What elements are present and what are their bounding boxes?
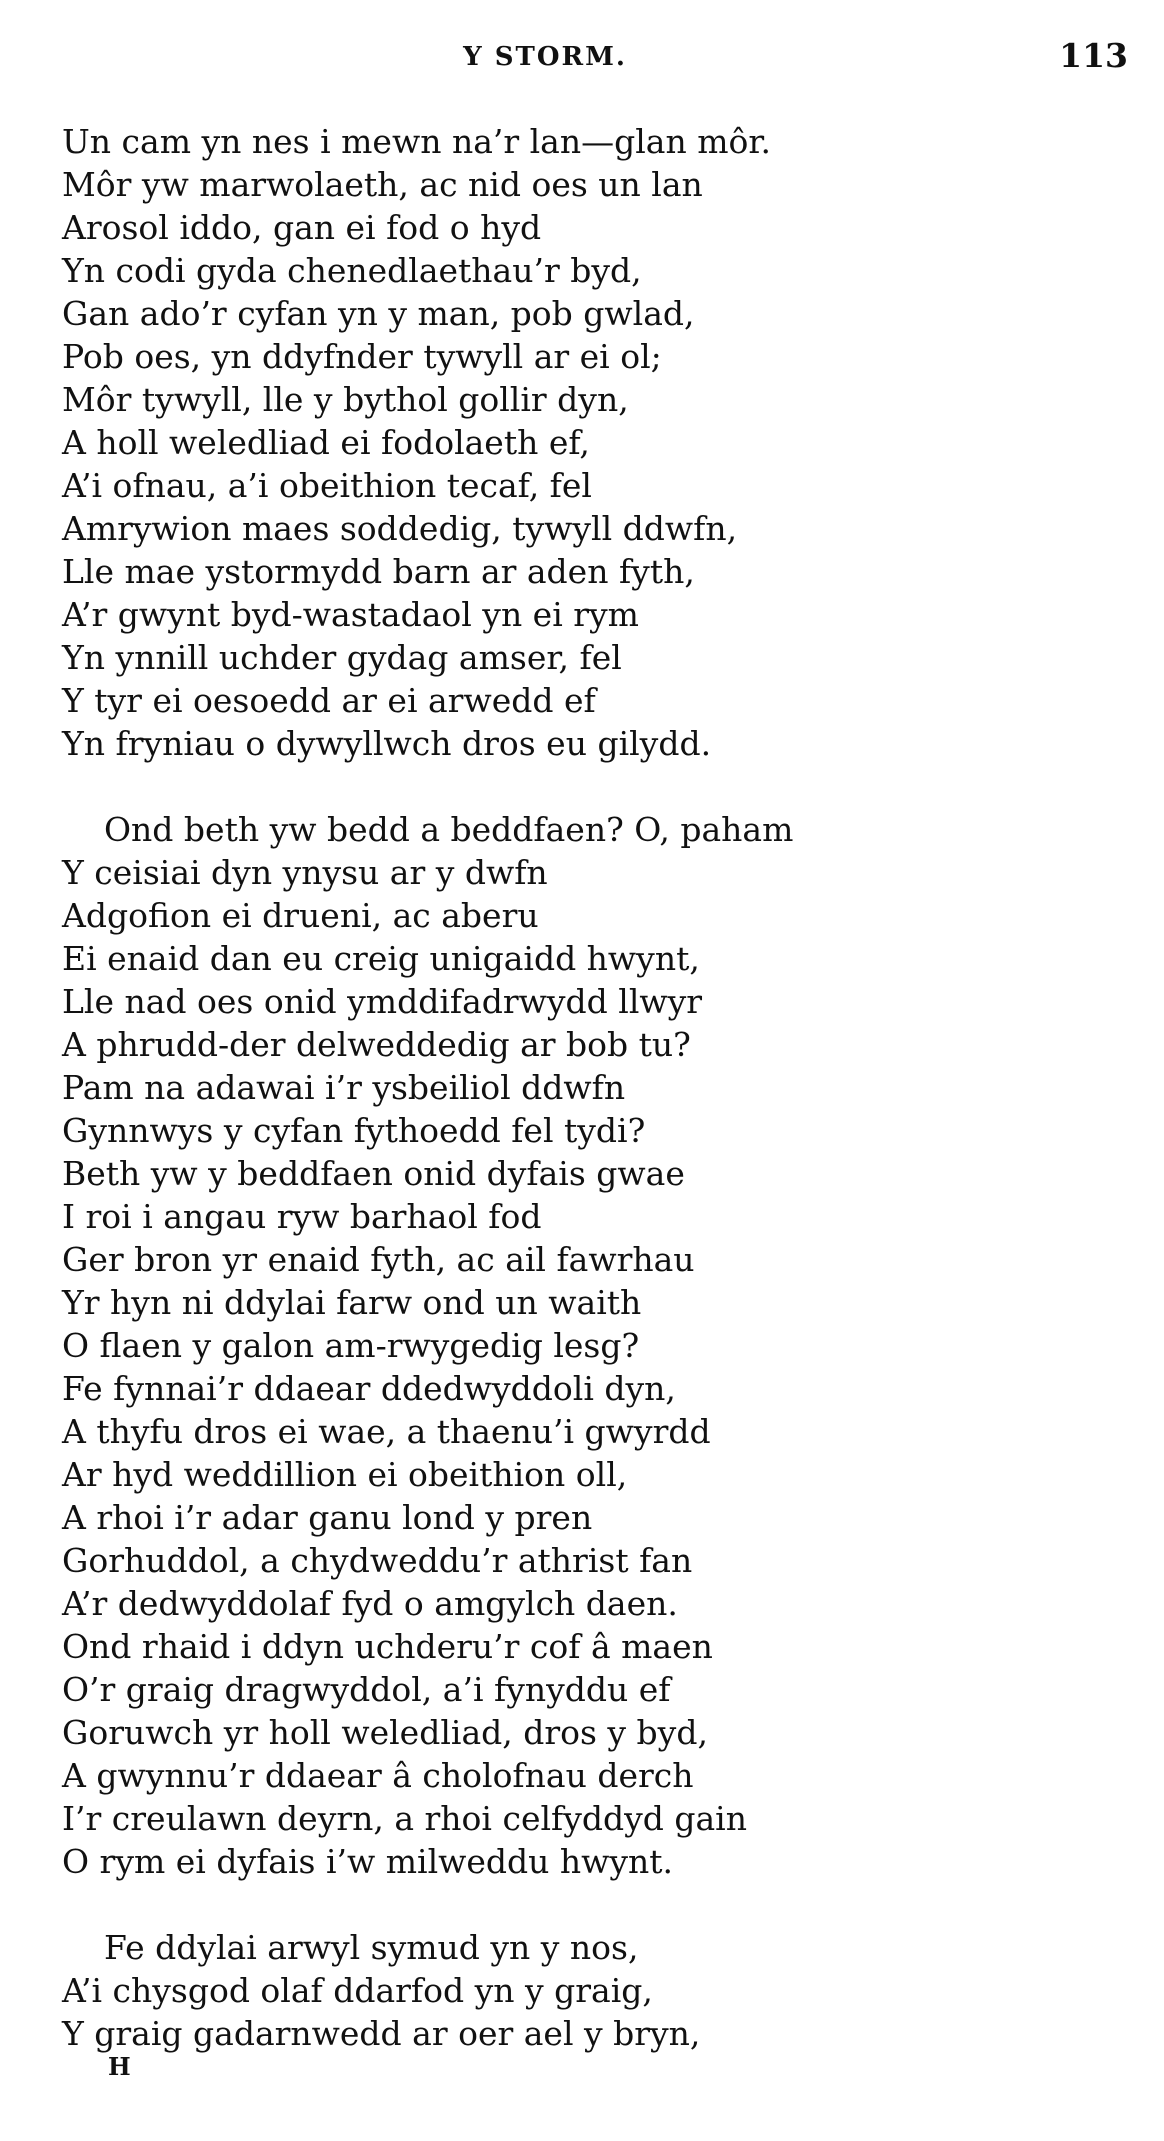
- poem-line: Lle mae ystormydd barn ar aden fyth,: [62, 552, 695, 591]
- poem-line: Môr tywyll, lle y bythol gollir dyn,: [62, 380, 629, 419]
- poem-line: Pob oes, yn ddyfnder tywyll ar ei ol;: [62, 337, 662, 376]
- poem-line: Pam na adawai i’r ysbeiliol ddwfn: [62, 1068, 626, 1107]
- poem-line: A’r gwynt byd-wastadaol yn ei rym: [62, 595, 639, 634]
- poem-line: Yn codi gyda chenedlaethau’r byd,: [62, 251, 642, 290]
- poem-line: Fe ddylai arwyl symud yn y nos,: [104, 1928, 639, 1967]
- poem-line: Gynnwys y cyfan fythoedd fel tydi?: [62, 1111, 646, 1150]
- poem-line: A rhoi i’r adar ganu lond y pren: [62, 1498, 593, 1537]
- poem-line: Y graig gadarnwedd ar oer ael y bryn,: [62, 2014, 701, 2053]
- poem-line: Un cam yn nes i mewn na’r lan—glan môr.: [62, 122, 772, 161]
- running-head: [0, 36, 1164, 86]
- poem-line: A phrudd-der delweddedig ar bob tu?: [62, 1025, 691, 1064]
- poem-line: A’r dedwyddolaf fyd o amgylch daen.: [62, 1584, 678, 1623]
- signature-mark: H: [108, 2052, 131, 2081]
- poem-line: I roi i angau ryw barhaol fod: [62, 1197, 542, 1236]
- poem-line: Arosol iddo, gan ei fod o hyd: [62, 208, 542, 247]
- poem-body: [62, 120, 1122, 2055]
- poem-line: I’r creulawn deyrn, a rhoi celfyddyd gain: [62, 1799, 747, 1838]
- poem-line: Yn fryniau o dywyllwch dros eu gilydd.: [62, 724, 712, 763]
- poem-line: O rym ei dyfais i’w milweddu hwynt.: [62, 1842, 674, 1881]
- poem-line: A’i chysgod olaf ddarfod yn y graig,: [62, 1971, 653, 2010]
- poem-line: O flaen y galon am-rwygedig lesg?: [62, 1326, 640, 1365]
- stanza: [62, 120, 1122, 765]
- poem-line: Beth yw y beddfaen onid dyfais gwae: [62, 1154, 685, 1193]
- poem-line: Fe fynnai’r ddaear ddedwyddoli dyn,: [62, 1369, 676, 1408]
- poem-line: Adgofion ei drueni, ac aberu: [62, 896, 539, 935]
- poem-line: O’r graig dragwyddol, a’i fynyddu ef: [62, 1670, 671, 1709]
- poem-line: Môr yw marwolaeth, ac nid oes un lan: [62, 165, 703, 204]
- poem-line: Ond rhaid i ddyn uchderu’r cof â maen: [62, 1627, 713, 1666]
- poem-line: A holl weledliad ei fodolaeth ef,: [62, 423, 590, 462]
- poem-line: Lle nad oes onid ymddifadrwydd llwyr: [62, 982, 703, 1021]
- poem-line: Gan ado’r cyfan yn y man, pob gwlad,: [62, 294, 695, 333]
- poem-line: Ond beth yw bedd a beddfaen? O, paham: [104, 810, 794, 849]
- poem-line: Goruwch yr holl weledliad, dros y byd,: [62, 1713, 708, 1752]
- page-number: 113: [1059, 36, 1128, 75]
- poem-line: A thyfu dros ei wae, a thaenu’i gwyrdd: [62, 1412, 711, 1451]
- poem-line: Gorhuddol, a chydweddu’r athrist fan: [62, 1541, 693, 1580]
- poem-line: A’i ofnau, a’i obeithion tecaf, fel: [62, 466, 592, 505]
- stanza: [62, 808, 1122, 1883]
- poem-line: Ei enaid dan eu creig unigaidd hwynt,: [62, 939, 700, 978]
- poem-line: Y tyr ei oesoedd ar ei arwedd ef: [62, 681, 596, 720]
- poem-line: Y ceisiai dyn ynysu ar y dwfn: [62, 853, 548, 892]
- stanza: [62, 1926, 1122, 2055]
- poem-line: Ger bron yr enaid fyth, ac ail fawrhau: [62, 1240, 695, 1279]
- running-title: Y STORM.: [463, 42, 627, 72]
- poem-line: Amrywion maes soddedig, tywyll ddwfn,: [62, 509, 738, 548]
- poem-line: A gwynnu’r ddaear â cholofnau derch: [62, 1756, 694, 1795]
- poem-line: Yr hyn ni ddylai farw ond un waith: [62, 1283, 642, 1322]
- poem-line: Yn ynnill uchder gydag amser, fel: [62, 638, 622, 677]
- poem-line: Ar hyd weddillion ei obeithion oll,: [62, 1455, 628, 1494]
